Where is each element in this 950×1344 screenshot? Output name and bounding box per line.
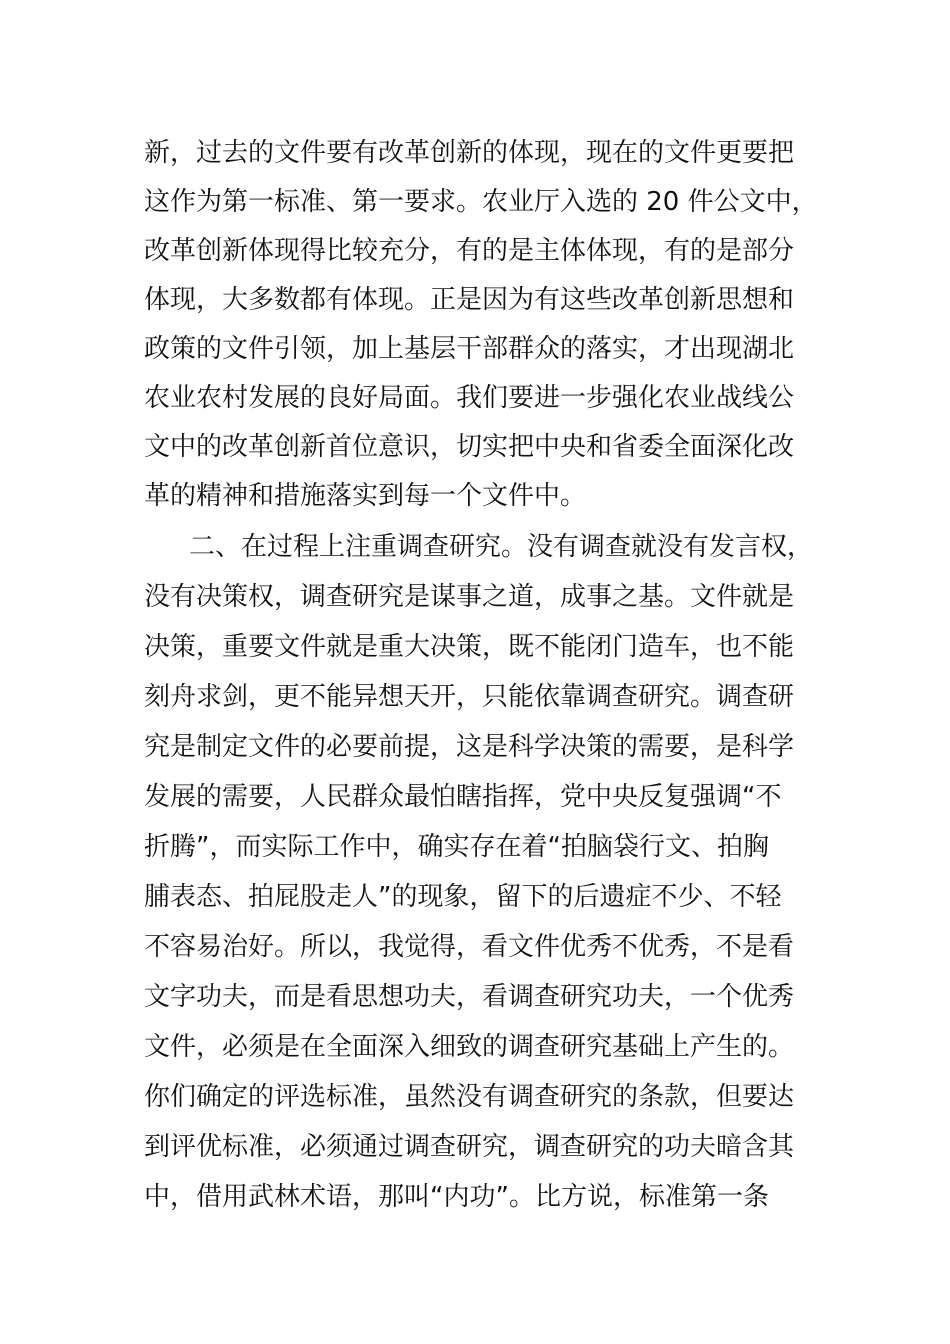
text-line [0, 425, 950, 469]
text-line-content: 究是制定文件的必要前提，这是科学决策的需要，是科学 [144, 732, 795, 762]
text-line-content: 中，借用武林术语，那叫“内功”。比方说，标准第一条 [144, 1182, 769, 1212]
text-line [0, 180, 950, 224]
text-line-content: 脯表态、拍屁股走人”的现象，留下的后遗症不少、不轻 [144, 882, 782, 912]
text-line [0, 131, 950, 175]
text-line-content: 新，过去的文件要有改革创新的体现，现在的文件更要把 [144, 138, 795, 168]
text-line-content: 文件，必须是在全面深入细致的调查研究基础上产生的。 [144, 1032, 795, 1062]
text-line [0, 825, 950, 869]
text-line [0, 327, 950, 371]
text-line [0, 925, 950, 969]
text-line-content: 你们确定的评选标准，虽然没有调查研究的条款，但要达 [144, 1082, 795, 1112]
text-line [0, 625, 950, 669]
text-line [0, 229, 950, 273]
text-line [0, 725, 950, 769]
text-line-content: 文字功夫，而是看思想功夫，看调查研究功夫，一个优秀 [144, 982, 795, 1012]
paragraph-heading-line [0, 525, 950, 569]
text-line [0, 975, 950, 1019]
text-line-content: 文中的改革创新首位意识，切实把中央和省委全面深化改 [144, 432, 795, 462]
text-line-content: 刻舟求剑，更不能异想天开，只能依靠调查研究。调查研 [144, 682, 795, 712]
text-line-content: 这作为第一标准、第一要求。农业厅入选的 20 件公文中， [144, 187, 818, 217]
text-line-content: 决策，重要文件就是重大决策，既不能闭门造车，也不能 [144, 632, 795, 662]
text-line [0, 1025, 950, 1069]
text-line-content: 农业农村发展的良好局面。我们要进一步强化农业战线公 [144, 383, 795, 413]
text-line-content: 政策的文件引领，加上基层干部群众的落实，才出现湖北 [144, 334, 795, 364]
text-line [0, 376, 950, 420]
text-line [0, 1125, 950, 1169]
text-line-content: 革的精神和措施落实到每一个文件中。 [144, 481, 587, 511]
text-line [0, 575, 950, 619]
text-line [0, 1175, 950, 1219]
text-line [0, 278, 950, 322]
text-line [0, 675, 950, 719]
text-line-content: 折腾”，而实际工作中，确实存在着“拍脑袋行文、拍胸 [144, 832, 769, 862]
text-line [0, 775, 950, 819]
text-line [0, 1075, 950, 1119]
text-line-content: 不容易治好。所以，我觉得，看文件优秀不优秀，不是看 [144, 932, 795, 962]
text-line [0, 875, 950, 919]
text-line-content: 二、在过程上注重调查研究。没有调查就没有发言权， [189, 532, 814, 562]
text-line-content: 发展的需要，人民群众最怕瞎指挥，党中央反复强调“不 [144, 782, 782, 812]
text-line-content: 体现，大多数都有体现。正是因为有这些改革创新思想和 [144, 285, 795, 315]
text-line-content: 改革创新体现得比较充分，有的是主体体现，有的是部分 [144, 236, 795, 266]
text-line-content: 到评优标准，必须通过调查研究，调查研究的功夫暗含其 [144, 1132, 795, 1162]
text-line [0, 474, 950, 518]
text-line-content: 没有决策权，调查研究是谋事之道，成事之基。文件就是 [144, 582, 795, 612]
